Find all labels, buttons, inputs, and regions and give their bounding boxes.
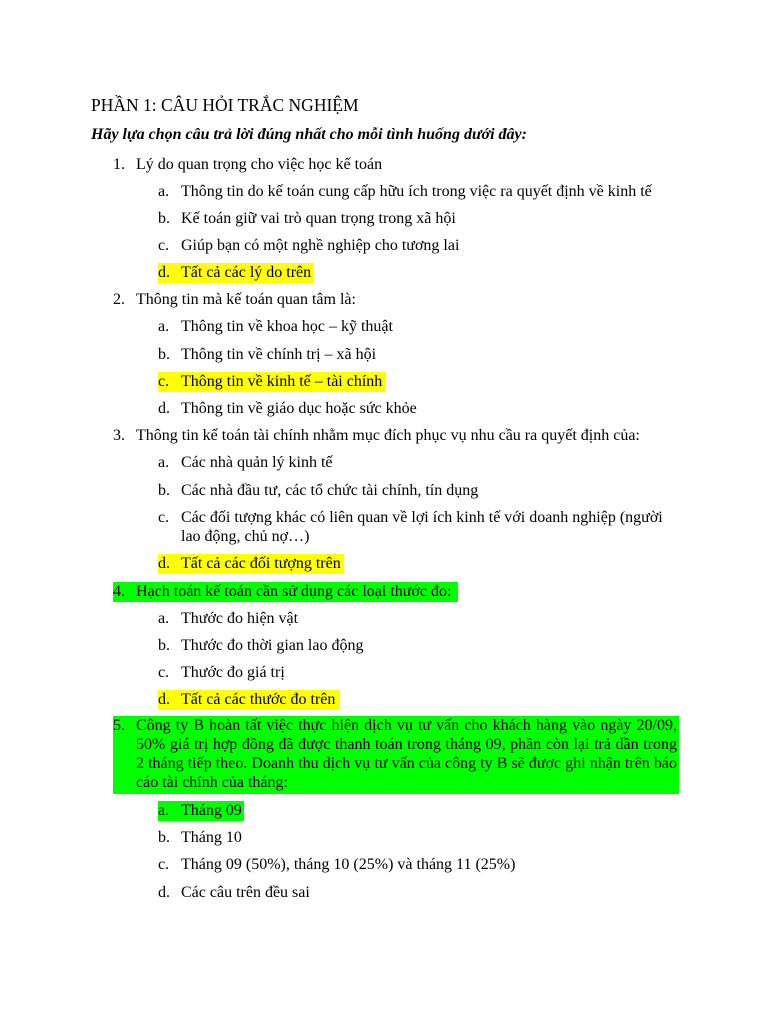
option-text: Thông tin về khoa học – kỹ thuật [181, 318, 393, 335]
option-letter: a. [158, 454, 170, 471]
option-text: Tất cả các lý do trên [181, 264, 312, 281]
option-text: Tất cả các thước đo trên [181, 691, 336, 708]
option-letter: a. [158, 183, 170, 200]
option-letter: b. [158, 346, 170, 363]
option-text: Thước đo hiện vật [181, 610, 299, 627]
question-number: 5. [113, 717, 125, 734]
option-text: Các nhà quản lý kinh tế [181, 454, 333, 471]
question-text: Thông tin mà kế toán quan tâm là: [136, 291, 356, 308]
option-4d-highlighted [158, 690, 340, 710]
question-4-highlighted [113, 582, 458, 602]
option-letter: c. [158, 664, 170, 681]
option-text: Tháng 10 [181, 829, 242, 846]
section-title: PHẦN 1: CÂU HỎI TRẮC NGHIỆM [91, 95, 359, 115]
option-text: Thước đo giá trị [181, 664, 285, 681]
option-letter: a. [158, 802, 170, 819]
instruction-text: Hãy lựa chọn câu trả lời đúng nhất cho mỗi tình huống dưới đây: [91, 126, 527, 143]
option-letter: d. [158, 264, 170, 281]
option-letter: d. [158, 400, 170, 417]
question-text: Lý do quan trọng cho việc học kế toán [136, 156, 383, 173]
option-letter: b. [158, 482, 170, 499]
option-letter: d. [158, 691, 170, 708]
question-number: 4. [113, 583, 125, 600]
option-text: Tháng 09 [181, 802, 242, 819]
option-letter: b. [158, 210, 170, 227]
option-text: Thước đo thời gian lao động [181, 637, 364, 654]
question-text: Hạch toán kế toán cần sử dụng các loại thước đo: [136, 583, 452, 600]
option-text: Tháng 09 (50%), tháng 10 (25%) và tháng 11 (25%) [181, 856, 516, 873]
question-number: 2. [113, 291, 125, 308]
option-text: Giúp bạn có một nghề nghiệp cho tương lai [181, 237, 460, 254]
question-text: Thông tin kế toán tài chính nhằm mục đích phục vụ nhu cầu ra quyết định của: [136, 427, 640, 444]
option-letter: c. [158, 237, 170, 254]
option-3d-highlighted [158, 554, 344, 574]
option-text: Thông tin do kế toán cung cấp hữu ích trong việc ra quyết định về kinh tế [181, 183, 652, 200]
option-text: Các nhà đầu tư, các tổ chức tài chính, tín dụng [181, 482, 479, 499]
option-letter: c. [158, 856, 170, 873]
option-letter: c. [158, 509, 170, 526]
option-text: Tất cả các đối tượng trên [181, 555, 341, 572]
option-3c [158, 508, 682, 546]
option-2c-highlighted [158, 372, 386, 392]
option-letter: a. [158, 318, 170, 335]
option-text: Thông tin về chính trị – xã hội [181, 346, 377, 363]
option-text: Thông tin về giáo dục hoặc sức khỏe [181, 400, 417, 417]
option-text: Thông tin về kinh tế – tài chính [181, 373, 383, 390]
question-5-highlighted [113, 716, 679, 794]
option-letter: c. [158, 373, 170, 390]
question-text: Công ty B hoàn tất việc thực hiện dịch vụ tư vấn cho khách hàng vào ngày 20/09, 50% giá trị hợp đồng đã được thanh toán trong tháng 09, phần còn lại trả dần trong 2 tháng tiếp theo. Doanh thu dịch vụ tư vấn của công ty B sẽ được ghi nhận trên báo cáo tài chính của tháng: [136, 717, 677, 791]
option-text: Các câu trên đều sai [181, 884, 310, 901]
question-number: 3. [113, 427, 125, 444]
question-number: 1. [113, 156, 125, 173]
option-text: Kế toán giữ vai trò quan trọng trong xã hội [181, 210, 456, 227]
option-letter: b. [158, 829, 170, 846]
option-text: Các đối tượng khác có liên quan về lợi ích kinh tế với doanh nghiệp (người lao động, chủ nợ…) [181, 509, 663, 545]
option-letter: d. [158, 884, 170, 901]
option-5a-highlighted [158, 801, 244, 821]
option-letter: b. [158, 637, 170, 654]
option-letter: a. [158, 610, 170, 627]
option-1d-highlighted [158, 263, 314, 283]
option-letter: d. [158, 555, 170, 572]
